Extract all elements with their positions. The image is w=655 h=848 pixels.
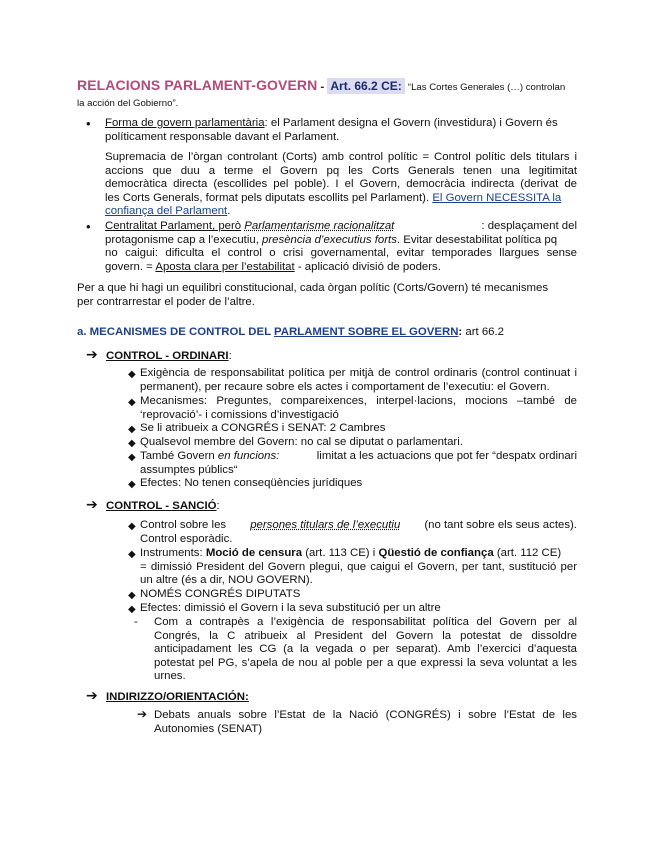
intro-paragraph <box>77 282 577 309</box>
heading-colon: : <box>216 500 220 512</box>
section-a-underlined: PARLAMENT SOBRE EL GOVERN <box>274 326 459 338</box>
quote-line-1: “Las Cortes Generales (…) controlan <box>407 82 566 93</box>
diamond-bullet-icon: ◆ <box>128 521 136 532</box>
item-text: També Govern <box>140 450 218 462</box>
dash-bullet: - <box>134 616 138 628</box>
bullet-2-text: - aplicació divisió de poders. <box>294 260 441 273</box>
intro-line: per contrarrestar el poder de l’altre. <box>77 295 255 308</box>
bullet-2-rest: : desplaçament del <box>481 220 577 232</box>
header-line <box>77 79 582 95</box>
article-reference: Art. 66.2 CE: <box>327 78 404 94</box>
para-line: democràtica directa (escollides pel poble). I el Govern, democràcia indirecta (derivat de <box>105 178 577 191</box>
sancio-item-2 <box>140 547 577 588</box>
diamond-bullet-icon: ◆ <box>128 438 136 449</box>
sancio-item-4: Efectes: dimissió el Govern i la seva substitució per un altre <box>140 602 441 614</box>
supremacia-paragraph <box>105 151 577 219</box>
diamond-bullet-icon: ◆ <box>128 424 136 435</box>
para-line: Supremacia de l’òrgan controlant (Corts) amb control polític = Control polític dels titulars i <box>105 151 577 163</box>
indirizzo-heading: INDIRIZZO/ORIENTACIÓN: <box>106 691 249 703</box>
control-sancio-heading <box>106 500 220 514</box>
bullet-icon: • <box>86 219 91 234</box>
diamond-bullet-icon: ◆ <box>128 479 136 490</box>
section-a-heading <box>77 326 504 340</box>
bullet-2-line3: no caigui: dificulta el control o crisi governamental, evitar temporades llargues sense <box>105 247 577 260</box>
para-line: les Corts Generals, format pels diputats escollits pel Parlament). <box>105 191 433 204</box>
ordinari-item-6: Efectes: No tenen conseqüències jurídiques <box>140 477 363 489</box>
para-line: accions que duu a terme el Govern pq les Corts Generals tenen una legitimitat <box>105 164 577 177</box>
small-arrow-icon: ➔ <box>137 707 148 721</box>
indirizzo-item <box>154 709 577 736</box>
ordinari-item-3: Se li atribueix a CONGRÉS i SENAT: 2 Cambres <box>140 422 386 434</box>
heading-colon: : <box>228 350 232 362</box>
sancio-dissolution-paragraph <box>154 616 577 684</box>
section-a-colon: : <box>458 326 463 338</box>
item-text: limitat a les actuacions que pot fer “despatx ordinari <box>316 450 577 462</box>
para-line: anticipadament les CG (a la vegada o per separat). Amb l’exercici d’aquesta <box>154 643 577 656</box>
header-dash: - <box>320 81 325 93</box>
ordinari-item-5 <box>140 450 577 477</box>
bullet-1 <box>105 117 577 144</box>
bullet-1-line2: políticament responsable davant el Parlament. <box>105 130 340 143</box>
aposta-estabilitat: Aposta clara per l’estabilitat <box>155 260 295 273</box>
item-line: ‘reprovació’- i comissions d’investigació <box>140 408 339 421</box>
en-funcions: en funcions: <box>217 450 280 462</box>
item-line: Autonomies (SENAT) <box>154 722 263 735</box>
item-line: permanent), per recaure sobre els actes i comportament de l’executiu: el Govern. <box>140 380 550 393</box>
mocio-censura: Moció de censura <box>205 547 303 559</box>
control-ordinari-heading <box>106 350 232 364</box>
para-line: Congrés, la C atribueix al President del Govern la potestat de dissoldre <box>154 629 577 642</box>
bullet-2 <box>105 220 577 274</box>
term-forma-govern: Forma de govern parlamentària <box>105 117 265 129</box>
ordinari-item-2 <box>140 395 577 422</box>
item-line: Debats anuals sobre l’Estat de la Nació (CONGRÉS) i sobre l’Estat de les <box>154 709 577 721</box>
bullet-icon: • <box>86 116 91 131</box>
page-title: RELACIONS PARLAMENT-GOVERN <box>77 77 318 93</box>
bullet-1-text: : el Parlament designa el Govern (investidura) i Govern és <box>264 117 558 129</box>
item-line: Control esporàdic. <box>140 532 233 545</box>
sancio-item-3: NOMÉS CONGRÉS DIPUTATS <box>140 588 301 600</box>
control-ordinari-title: CONTROL - ORDINARI <box>106 350 229 362</box>
para-end: . <box>227 205 231 218</box>
para-line: urnes. <box>154 670 186 683</box>
confianca-parlament: confiança del Parlament <box>105 205 228 218</box>
diamond-bullet-icon: ◆ <box>128 604 136 615</box>
item-line: un altre (és a dir, NOU GOVERN). <box>140 574 313 587</box>
term-centralitat: Centralitat Parlament, però <box>105 220 242 232</box>
diamond-bullet-icon: ◆ <box>128 369 136 380</box>
section-a-suffix: art 66.2 <box>462 326 505 338</box>
term-racionalitzat: Parlamentarisme racionalitzat <box>244 220 395 232</box>
ordinari-item-4: Qualsevol membre del Govern: no cal se diputat o parlamentari. <box>140 436 463 448</box>
section-a-prefix: a. MECANISMES DE CONTROL DEL <box>77 326 275 338</box>
item-line: Mecanismes: Preguntes, compareixences, interpel·lacions, mocions –també de <box>140 395 577 407</box>
govern-necessita: El Govern NECESSITA la <box>432 191 562 204</box>
diamond-bullet-icon: ◆ <box>128 452 136 463</box>
sancio-item-1 <box>140 519 577 546</box>
questio-confianca: Qüestió de confiança <box>378 547 494 559</box>
executius-forts: presència d’executius forts <box>262 233 397 246</box>
arrow-icon: ➔ <box>86 687 98 703</box>
arrow-icon: ➔ <box>86 346 98 362</box>
diamond-bullet-icon: ◆ <box>128 549 136 560</box>
item-text: (art. 112 CE) <box>493 547 562 559</box>
quote-line-2: la acción del Gobierno”. <box>77 98 179 109</box>
item-text: Control sobre les <box>140 519 227 531</box>
para-line: potestat pel PG, s’apela de nou al poble per a que expressi la seva voluntat a les <box>154 656 577 669</box>
item-text: (no tant sobre els seus actes). <box>424 519 577 531</box>
item-line: Exigència de responsabilitat política per mitjà de control ordinaris (control continuat i <box>140 367 577 379</box>
para-line: Com a contrapès a l’exigència de responsabilitat política del Govern per al <box>154 616 577 628</box>
item-text: (art. 113 CE) i <box>302 547 379 559</box>
diamond-bullet-icon: ◆ <box>128 397 136 408</box>
intro-line: Per a que hi hagi un equilibri constitucional, cada òrgan polític (Corts/Govern) té mecanismes <box>77 282 549 294</box>
persones-titulars: persones titulars de l’executiu <box>250 519 401 531</box>
bullet-2-text: protagonisme cap a l’executiu, <box>105 233 263 246</box>
item-line: = dimissió President del Govern plegui, que caigui el Govern, per tant, sustitució per <box>140 560 577 573</box>
diamond-bullet-icon: ◆ <box>128 590 136 601</box>
ordinari-item-1 <box>140 367 577 394</box>
item-line: assumptes públics“ <box>140 463 238 476</box>
item-text: Instruments: <box>140 547 206 559</box>
control-sancio-title: CONTROL - SANCIÓ <box>106 500 217 512</box>
bullet-2-text: . Evitar desestabilitat política pq <box>396 233 558 246</box>
bullet-2-text: govern. = <box>105 260 156 273</box>
arrow-icon: ➔ <box>86 496 98 512</box>
